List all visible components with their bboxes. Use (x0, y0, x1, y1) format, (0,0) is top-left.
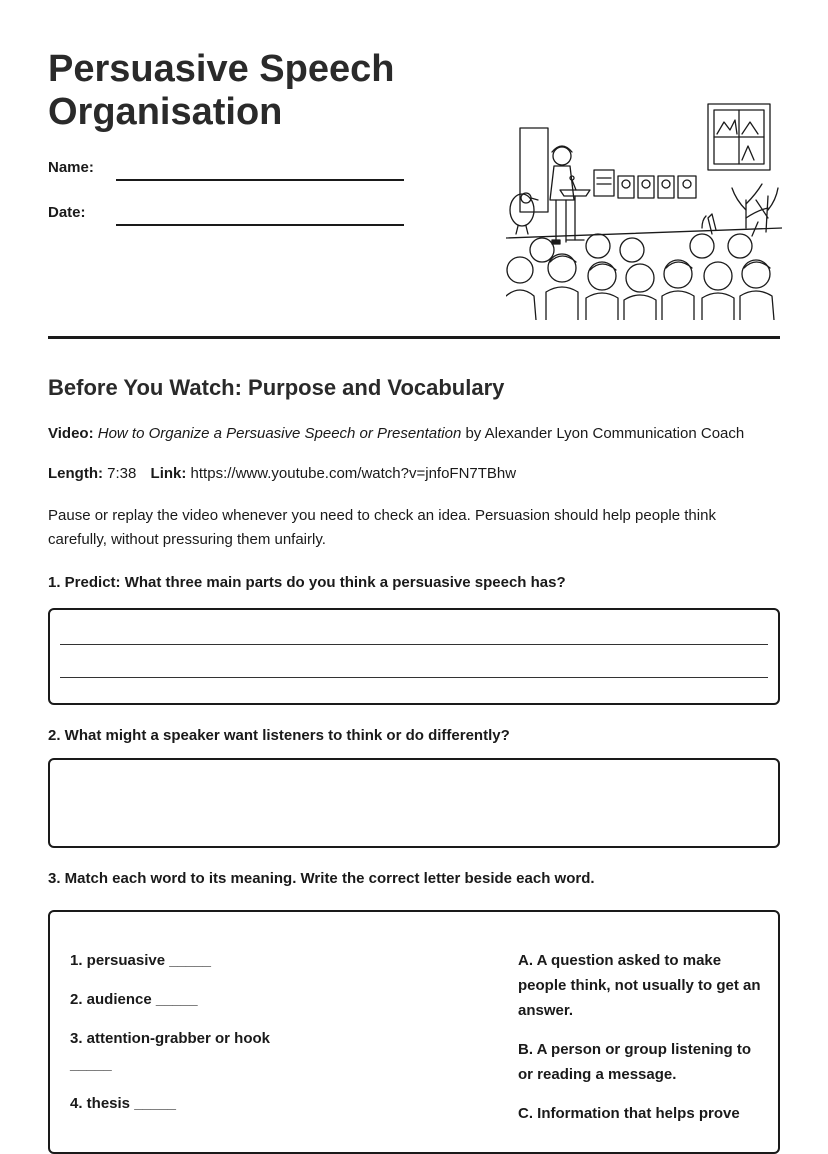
classroom-speech-illustration (506, 100, 782, 320)
name-field[interactable] (48, 159, 408, 183)
date-line[interactable] (116, 224, 404, 226)
definition-item: A. A question asked to make people think, not usually to get an answer. (518, 952, 761, 1019)
answer-box-2[interactable] (48, 758, 780, 848)
video-author: by Alexander Lyon Communication Coach (465, 425, 745, 442)
definition-item: C. Information that helps prove (518, 1105, 740, 1122)
worksheet-title: Persuasive Speech Organisation (48, 48, 395, 133)
name-line[interactable] (116, 179, 404, 181)
section-heading: Before You Watch: Purpose and Vocabulary (48, 375, 505, 400)
answer-box-1[interactable] (48, 608, 780, 705)
date-field[interactable] (48, 204, 408, 228)
question-1: 1. Predict: What three main parts do you think a persuasive speech has? (48, 574, 566, 591)
video-title: How to Organize a Persuasive Speech or Presentation (97, 425, 462, 442)
word-item[interactable]: 4. thesis _____ (70, 1095, 176, 1112)
intro-paragraph: Pause or replay the video whenever you need to check an idea. Persuasion should help people think carefully, without pressuring them unfairly. (48, 507, 716, 548)
question-3: 3. Match each word to its meaning. Write the correct letter beside each word. (48, 870, 595, 887)
definition-item: B. A person or group listening to or reading a message. (518, 1041, 752, 1083)
video-label: Video: (48, 425, 94, 442)
header-divider (48, 336, 780, 339)
name-label: Name: (48, 159, 94, 176)
length-value: 7:38 (107, 465, 137, 482)
vocabulary-words (70, 948, 300, 1130)
date-label: Date: (48, 204, 86, 221)
word-item[interactable]: 3. attention-grabber or hook _____ (70, 1030, 271, 1073)
video-length-link (48, 463, 516, 485)
answer-line (60, 677, 768, 678)
word-item[interactable]: 1. persuasive _____ (70, 952, 211, 969)
video-info (48, 423, 744, 445)
link-label: Link: (150, 465, 187, 482)
answer-line (60, 644, 768, 645)
matching-box (48, 910, 780, 1154)
length-label: Length: (48, 465, 103, 482)
word-item[interactable]: 2. audience _____ (70, 991, 198, 1008)
question-2: 2. What might a speaker want listeners to think or do differently? (48, 727, 510, 744)
vocabulary-definitions (518, 948, 763, 1140)
video-link[interactable]: https://www.youtube.com/watch?v=jnfoFN7TBhw (190, 465, 517, 482)
